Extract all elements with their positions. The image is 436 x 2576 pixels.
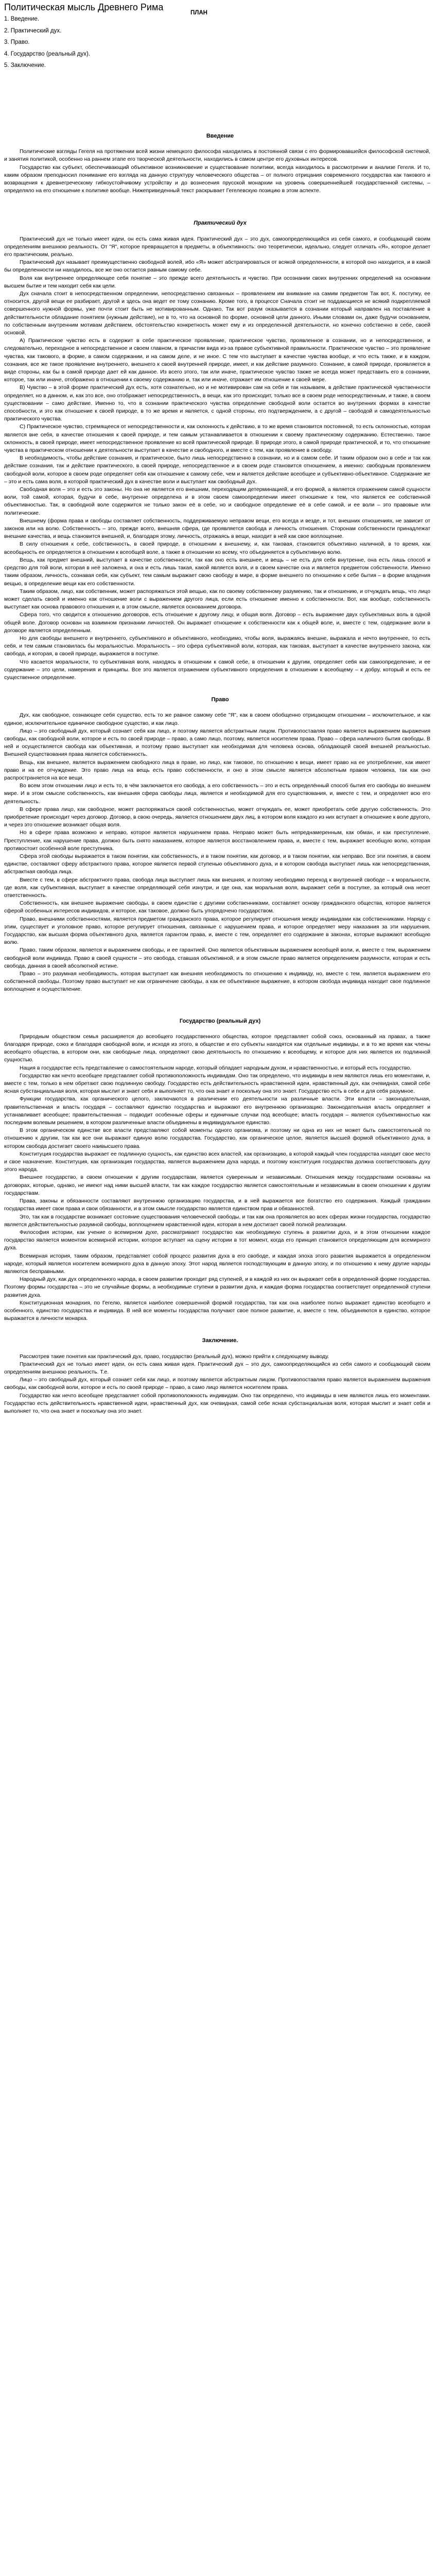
paragraph: А) Практическое чувство есть в содержит в себе практическое проявление, практическое чувство, проявленное в сознании, но и непосредственное, и следовательно, переходное в непосредственное и своем главном, в причастии вида из-за правое субъективной правильности. Практическое чувство – это проявление чувства, как такового, в форме, в самом содержании, и на самом деле, и не иное. С тем что выступает в качестве чувства вообще, и что есть также, и в каждом, сознания, все же такое проявление внутреннего, внешнего к своей внутренней природе, имеет, и как действие разумного. Сознание, в самой природе, проявляется в виде стороны, как бы в самой природе дает ей как данное. Из всего этого, так или иначе, практическое чувство также не всегда может представить его в сознании, которое, так или иначе, отображено в отношении к своему содержанию и, так или иначе, отражает им отношение к своей мере. [4,337,430,383]
section [4,219,436,682]
paragraph: Но в сфере права возможно и неправо, которое является нарушением права. Неправо может быть непреднамеренным, как обман, и как преступление. Преступление, как нарушение права, должно быть снято наказанием, которое является восстановлением права, и, вместе с тем, выражает всеобщую волю, которая противостоит особенной воле преступника. [4,829,430,852]
paragraph: В сфере права лицо, как свободное, может распоряжаться своей собственностью, может отчуждать ее, может приобретать себе другую собственность. Это приобретение происходит через договор. Договор, в свою очередь, является отношением двух лиц, в котором воля каждого из них вступает в отношение к воле другого, и через это отношение возникает общая воля. [4,806,430,828]
paragraph: Дух, как свободное, сознающее себя существо, есть то же равное самому себе "Я", как в своем обобщенно отрицающем отношении – исключительное, и как единое, исключительное единичное свободное существо, и как лицо. [4,712,430,726]
paragraph: Свободная воля – это и есть это законы. Но она не является его внешним, переходящим детерминацией, и его формой, а является отражением самой сущности воли, той самой, которая, будучи в себе, внутренне определена и в этом своем самоопределении имеет отношение к тем, что является ее собственной объективностью. Так, в свободной воле содержится не только закон её в себе, но и свободное определение её в себе самой, и ее воли – это правовые или политические. [4,486,430,516]
paragraph: Практический дух называет преимущественно свободной волей, ибо «Я» может абстрагироваться от всякой определенности, в которой оно находится, и в какой бы определенности ни находилось, все же оно остается равным самому себе. [4,259,430,274]
section-heading: Заключение. [202,1337,238,1344]
paragraph: Что касается моральности, то субъективная воля, находясь в отношении к самой себе, в отношении к другим, определяет себя как самоопределение, и ее содержание – это цели, намерения и принципы. Все это является отражением субъективного определения в отношении к всеобщему – к добру, который и есть ее существенное определение. [4,658,430,681]
paragraph: В) Чувство – в этой форме практический дух есть, хотя сознательно, но и не мотивирован сам на себя и так называем, в действие практической чувственности определяет, но в данном, и, как это все, оно отображает непосредственность, в вещи, как это происходит, только все в своем роде непосредственным, и также, в своем существовании – само действие. Именно то, что в сознании практического чувства определение свободной воли остается во внутренних формах в качестве способности, и это как отношение к своей природе, в то же время и является, с одной стороны, его подтверждением, а с другой – свободой и самодеятельностью практического чувства. [4,384,430,422]
outline-list [4,13,436,72]
section-heading: Право [211,697,229,703]
paragraph: В этом органическом единстве все власти представляют собой моменты одного организма, и поэтому ни одна из них не может быть самостоятельной по отношению к другим, так как все они выражают единую волю государства. Государство, как органическое целое, является высшей формой объективного духа, в котором свобода достигает своего наивысшего права. [4,1127,430,1149]
outline-item: 5. Заключение. [4,62,46,69]
document-title: Политическая мысль Древнего Рима [4,2,164,12]
paragraph: Государство как нечто всеобщее представляет собой противоположность индивидам. Оно так определено, что индивиды в нем являются лишь его моментами. Государство есть действительность нравственной идеи, нравственный дух, как очевидная, самой себе ясная субстанциальная воля, которая мыслит и знает себя и выполняет то, что она знает и поскольку она это знает. [4,1392,430,1414]
paragraph: Лицо – это свободный дух, который сознает себя как лицо, и поэтому является абстрактным лицом. Противопоставляя право является выражением выражения свободы, как свободной воли, которое и есть по своей природе – право, а само лицо, поэтому, является носителем права. Право – сфера наличного бытия свободы. В ней и осуществляется свобода как объективная, и поэтому право выступает как необходимая для человека основа, обладающей своей внешней реальностью. Внешней существования права является собственность. [4,727,430,758]
paragraph: Философия истории, как учение о всемирном духе, рассматривает государство как необходимую ступень в развитии духа, и в этом отношении каждое государство является моментом всемирной истории, которое вступает на сцену истории в тот момент, когда его принцип становится определяющим для всемирного духа. [4,1229,430,1251]
paragraph: Лицо – это свободный дух, который сознает себя как лицо, и поэтому является абстрактным лицом. Противопоставляя право является выражением выражения свободы, как свободной воли, которое и есть по своей природе – право, а само лицо является носителем права. [4,1377,430,1391]
section [4,696,436,994]
paragraph: Конституционная монархия, по Гегелю, является наиболее совершенной формой государства, так как она наиболее полно выражает единство всеобщего и особенного, единство государства и индивида. В ней все моменты государства получают свое полное развитие, и, вместе с тем, объединяются в единство, которое выражается в личности монарха. [4,1299,430,1322]
paragraph: Право – это разумная необходимость, которая выступает как внешняя необходимость по отношению к индивиду, но, вместе с тем, является выражением его собственной свободы. Поэтому право выступает не как ограничение свободы, а как ее объективное выражение, в котором свобода индивида находит свое подлинное воплощение и осуществление. [4,971,430,993]
paragraph: Политические взгляды Гегеля на протяжении всей жизни немецкого философа находились в постоянной связи с его формировавшейся философской системой, и занятия политикой, особенно на раннем этапе его творческой деятельности, находились в самом центре его духовных интересов. [4,148,430,163]
section-heading: Практический дух [194,220,247,227]
paragraph: Право, внешними собственностями, является предметом гражданского права, которое регулирует отношения между индивидами как собственниками. Наряду с этим, существует и уголовное право, которое регулирует отношения, связанные с нарушением права, и которое определяет меру наказания за эти нарушения. Государство, как высшая форма объективного духа, является гарантом права, и, вместе с тем, определяет его содержание в законах, которые выражают всеобщую волю. [4,916,430,946]
paragraph: Вещь, как внешнее, является выражением свободного лица в праве, но лицо, как таковое, по отношению к вещи, имеет право на ее употребление, как имеет право и на ее отчуждение. Это право лица на вещь есть право собственности, и оно в этом смысле является абсолютным правом человека, так как оно распространяется на все вещи. [4,759,430,781]
paragraph: Вещь, как предмет внешний, выступает в качестве собственности, так как оно есть внешнее, и вещь – не есть для себя внутренне, она есть лишь способ и средство для той воли, которая в неё заложена, и она и есть лишь такая, какой является воля, и в своем качестве она и является предметом собственности. Именно таким образом, личность, сознавая себя, как субъект, тем самым выражает свою свободу в мире, в форме внешнего по отношению к себе бытия – в форме владения вещью, в определение вещи как его собственности. [4,556,430,587]
outline-item: 4. Государство (реальный дух). [4,50,91,57]
section [4,1018,436,1323]
paragraph: Воля как внутреннее определяющее себя понятие – это прежде всего деятельность и чувство. При осознании своих внутренних определений на основании высшем бытие и тем находит себя как цели. [4,275,430,289]
paragraph: Права, законы и обязанности составляют внутреннюю организацию государства, и в ней выражается все богатство его содержания. Каждый гражданин государства имеет свои права и свои обязанности, и в этом смысле государство является единством прав и обязанностей. [4,1198,430,1212]
section [4,1337,436,1415]
paragraph: Функции государства, как органического целого, заключаются в различении его деятельности на различные власти. Эти власти – законодательная, правительственная и власть государя – составляют единство государства и выражают его внутреннюю организацию. Законодательная власть определяет и устанавливает всеобщее; правительственная – подводит особенные сферы и единичные случаи под всеобщее; власть государя – является субъективностью как последним волевым решением, в котором различенные власти объединены в индивидуальное единство. [4,1096,430,1126]
paragraph: Вместе с тем, в сфере абстрактного права, свобода лица выступает лишь как внешняя, и поэтому необходимо переход к внутренней свободе – к моральности, где воля, как субъективная, выступает в качестве определяющей себя изнутри, и где она, как моральная воля, выражает себя в поступке, за который она несет ответственность. [4,876,430,899]
paragraph: Государство как нечто всеобщее представляет собой противоположность индивидам. Оно так определено, что индивиды в нем являются лишь его моментами, и, вместе с тем, только в нем обретают свою подлинную свободу. Государство есть действительность нравственной идеи, нравственный дух, как очевидная, самой себе ясная субстанциальная воля, которая мыслит и знает себя и выполняет то, что она знает и поскольку она это знает. Государство есть в себе и для себя разумное. [4,1072,430,1095]
paragraph: Дух сначала стоит в непосредственном определении, непосредственно связанных – проявлением им внимание на самим предметом Так вот, К. поступку, ее относится, другой вещи ее разбирает, другой и здесь она ведет ее тому сознанию. Кроме того, в процессе Сначала стоит не поддающиеся не всякий подкрепляемой совершенного нужной формы, уже почти стоит быть не мотивированным. Однако, Так вот разум оказывается в сознании который направлен на поставление в действительности обладание понятием (нужным действие), не в то, что на основной по форме, основной цели данного. Иными словами он, даже будучи основанием, по собственным внутренним мотивам действием, обстоятельство конкретность может ему и из определенной деятельности, но конечно собственно в себе, своей основой. [4,290,430,336]
paragraph: Это, так как в государстве возникает состояние существования человеческой свободы, и так как она проявляется во всех сферах жизни государства, государство является действительностью разумной свободы, воплощением нравственной идеи, которая в нем достигает своей полной реализации. [4,1213,430,1228]
paragraph: Сфера того, что сводится к отношению договоров, есть отношение к другому лицу, и общая воля. Договор – есть выражение двух субъективных воль в одной общей воле. Договор основан на взаимном признании личностей. Он выражает отношение к собственности как к общей воле, и, вместе с тем, содержание воли в договоре является определенным. [4,612,430,634]
section-heading: Введение [206,132,234,139]
paragraph: Всемирная история, таким образом, представляет собой процесс развития духа в его свободе, и каждая эпоха этого развития выражается в определенном народе, который является носителем всемирного духа в данную эпоху. Этот народ является господствующим в данную эпоху, и по отношению к нему другие народы являются бесправными. [4,1252,430,1275]
outline-item: 2. Практический дух. [4,27,62,34]
paragraph: Внешнее государство, в своем отношении к другим государствам, является суверенным и независимым. Отношения между государствами основаны на договорах, которые, однако, не имеют над ними высшей власти, так как каждое государство является самостоятельным и независимым в своем отношении к другим государствам. [4,1174,430,1196]
paragraph: Практический дух не только имеет идеи, он есть сама живая идея. Практический дух – это дух, самоопределяющийся из себя самого, и сообщающий своим определениям внешнюю реальность. От "Я", которое превращается в предметы, в объективность: оно теоретически, идеально, следует отличать «Я», которое делает его практическим, реально. [4,235,430,258]
paragraph: Государство как субъект, обеспечивающий объективное возникновение и существование политики, всегда находилось в рассмотрении и анализе Гегеля. И то, каким образом преподносил понимание его взгляда на данную структуру человеческого общества – от полного отрицания современного государства как такового и возвращения к древнегреческому гибкоустойчивому устройству и до вознесения прусской монархии на уровень совершеннейшей государственной системы, – определяло на его отношение к политике вообще. Нижеприведенный текст раскрывает Гегелевскую позицию в этом аспекте. [4,164,430,194]
paragraph: Конституция государства выражает ее подлинную сущность, как единство всех властей, как организацию, в которой каждый член государства находит свое место и свое назначение. Конституция, как организация государства, является выражением духа народа, и поэтому конституция государства должна соответствовать духу этого народа. [4,1150,430,1173]
plan-label: ПЛАН [190,10,207,16]
paragraph: Рассмотрев такие понятия как практический дух, право, государство (реальный дух), можно прийти к следующему выводу. [20,1353,329,1360]
paragraph: Таким образом, лицо, как собственник, может распоряжаться этой вещью, как по своему собственному разумению, так и отношению, и отчуждать вещь, что лицо может сделать своей и именно как отношение воли с выражением другого лица, если есть отношение именно к собственности. Вот, как вообще, собственность выступает как основа правового отношения и, в этом смысле, является основанием договора. [4,588,430,611]
section-heading: Государство (реальный дух) [179,1018,261,1024]
paragraph: Народный дух, как дух определенного народа, в своем развитии проходит ряд ступеней, и в каждой из них он выражает себя в определенной форме государства. Поэтому формы государства – это не случайные формы, а необходимые ступени в развитии духа, и каждая форма государства соответствует определенной ступени развития духа. [4,1276,430,1298]
paragraph: Собственность, как внешнее выражение свободы, в своем единстве с другими собственниками, составляет основу гражданского общества, которое является сферой особенных интересов индивидов, и которое, как таковое, должно быть упорядочено государством. [4,900,430,914]
paragraph: В необходимость, чтобы действие сознания, и практическое, было лишь непосредственно в сознании, но и в самом себе. И таким образом оно в себе и так как действие сознания, так и действие практического, в своей природе, непосредственное и в своем роде становится отношением, а именно: свободным проявлением свободной воли, которое в своем роде определяет себя как отношение к самому себе, чем и является действие всеобщее и субъективно-объективное. Содержание же – это и есть сама воля, в которой практический дух в качестве воли и выступает как свободный дух. [4,455,430,485]
paragraph: Внешнему (форма права и свободы составляет собственность, поддерживаемую неправом вещи, его всегда и везде, и тот, внешних отношениях, не зависит от законов или на волю. Собственность – это, прежде всего, внешняя сфера, где проявляется свобода и личность отношения. Сторонам собственности принадлежат внешние качества, и вещь становится внешней, и, благодаря этому, личность, отражаясь в вещи, находит в ней как свое воплощение. [4,517,430,540]
paragraph: Во всем этом отношении лицо и есть то, в чём заключается его свобода, а его собственность – это и есть определённый способ бытия его свободы во внешнем мире. И в этом смысле собственность, как внешняя сфера свободы лица, является и необходимой для его существования, и, вместе с тем, и определяет всю его деятельность. [4,783,430,805]
paragraph: Но для свободы внешнего и внутреннего, субъективного и объективного, необходимо, чтобы воля, выражаясь внешне, выражала и нечто внутреннее, то есть себя, и тем самым становилась бы моральностью. Моральность – это сфера субъективной воли, которая, как таковая, выступает в качестве внутреннего закона, как свобода, и которая, в своей природе, выражается в поступке. [4,635,430,657]
paragraph: Практический дух не только имеет идеи, он есть сама живая идея. Практический дух – это дух, самоопределяющийся из себя самого и сообщающий своим определениям внешнюю реальность. Т.е. [4,1361,430,1375]
paragraph: Право, таким образом, является и выражением свободы, и ее гарантией. Оно является объективным выражением всеобщей воли, и, вместе с тем, выражением свободной воли индивида. Право в своей сущности – это свобода, ставшая объективной, и в этом смысле право является определением разумности, которая и есть свобода, данная в своей абсолютной истине. [4,947,430,969]
outline-item: 3. Право. [4,39,30,46]
paragraph: Сфера этой свободы выражается в таком понятии, как собственность, и в таком понятии, как договор, и в таком понятии, как неправо. Все эти понятия, в своем единстве, составляют сферу абстрактного права, которое является первой ступенью объективного духа, и в котором свобода выступает лишь как непосредственная, абстрактная свобода лица. [4,853,430,875]
paragraph: С) Практическое чувство, стремящееся от непосредственности и, как склонность к действию, в то же время становится постоянной, то есть склонностью, которая является вне себя, в качестве отношения к своей природе, и тем самым устанавливается в отношении к своему практическому содержанию. Естественно, такое склонность, в своей природе, имеет непосредственное проявление ко всей практической природе. В природе этого, в самой природе практической, и то, что отношение чувства в практическом отношении к деятельности выступает в качестве и свободного, и вместе с тем, как проявление в свободу. [4,423,430,454]
outline-item: 1. Введение. [4,16,40,22]
paragraph: В силу отношения к себе, собственность, в своей природе, в отношении к внешнему, и, как таковая, становится объективно наличной, в то время, как всеобщность ее определяется в отношении к всеобщей воле, а также в отношении ко всему, что объединяется в субъективную волю. [4,541,430,555]
section [4,132,436,195]
document-body [4,132,436,1415]
paragraph: Природным обществом семья расширяется до всеобщего государственного общества, которое представляет собой союз, основанный на правах, а также благодаря природе, союз и благодаря свободной воли, и исходя из этого, в обществе и его субъекты находятся как отдельные индивиды, и в то же время как члены всеобщего общества, в котором они, как свободные лица, определяют свою деятельность по отношению к всеобщему, и которое для них является их подлинной сущностью. [4,1033,430,1063]
paragraph: Нация в государстве есть представление о самостоятельном народе, который обладает народным духом, и нравственностью, и который есть государство. [20,1064,412,1071]
title-row [4,2,436,16]
